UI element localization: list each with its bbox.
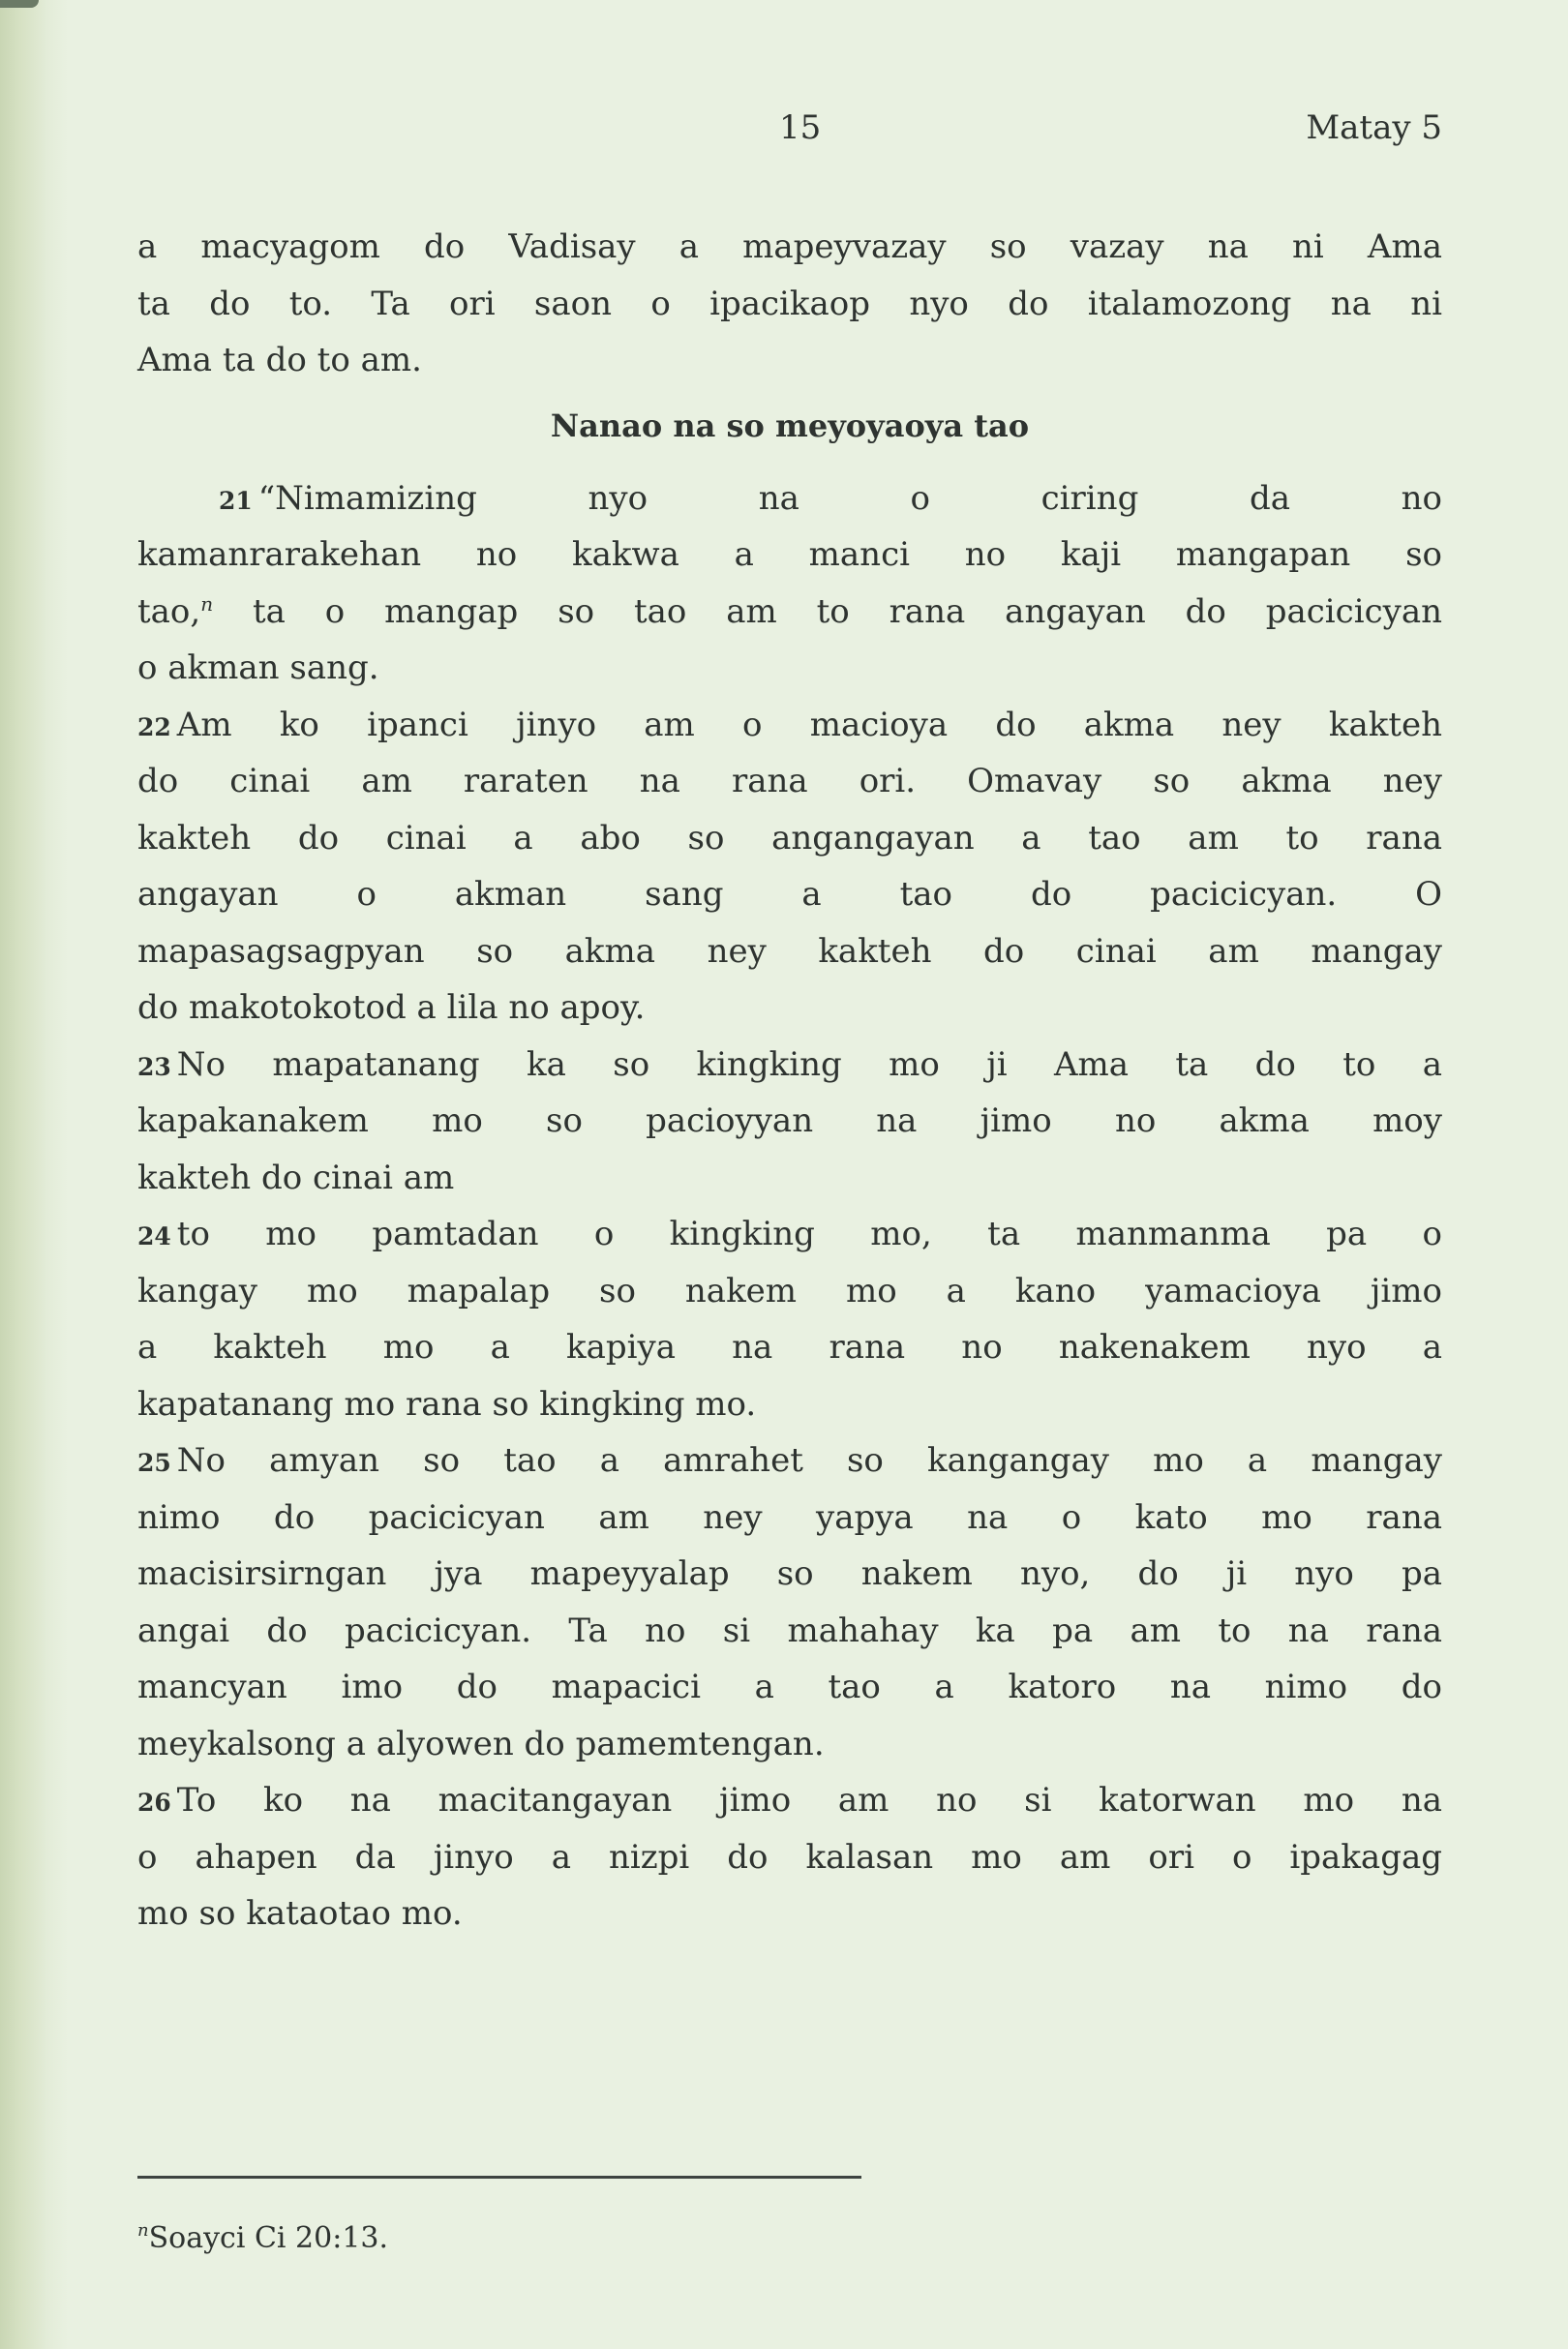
text-line: kapakanakem mo so pacioyyan na jimo no akma moy	[137, 1101, 1442, 1140]
verse-number: 23	[137, 1052, 171, 1081]
verse-23	[137, 1037, 1442, 1094]
text-line: macisirsirngan jya mapeyyalap so nakem nyo, do ji nyo pa	[137, 1554, 1442, 1593]
verse-25	[137, 1432, 1442, 1490]
text-line: kakteh do cinai a abo so angangayan a tao am to rana	[137, 818, 1442, 858]
text-line: Ama ta do to am.	[137, 341, 422, 379]
text-line: do cinai am raraten na rana ori. Omavay so akma ney	[137, 762, 1442, 800]
text-line	[137, 584, 1442, 641]
text-line: kamanrarakehan no kakwa a manci no kaji mangapan so	[137, 535, 1442, 574]
verse-text: No amyan so tao a amrahet so kangangay mo a mangay	[176, 1441, 1442, 1480]
page-header	[137, 108, 1442, 157]
text-line: nimo do pacicicyan am ney yapya na o kato mo rana	[137, 1497, 1442, 1537]
text-block	[137, 219, 1442, 1942]
verse-number: 21	[219, 486, 253, 515]
page-gutter-shadow	[0, 0, 68, 2349]
text-line: mo so kataotao mo.	[137, 1894, 463, 1933]
running-head: Matay 5	[1306, 108, 1442, 147]
verse-22	[137, 697, 1442, 754]
text-line: kapatanang mo rana so kingking mo.	[137, 1384, 757, 1424]
verse-number: 25	[137, 1449, 171, 1477]
text-line: o akman sang.	[137, 648, 379, 687]
footnote-marker: n	[137, 2220, 149, 2241]
verse-text: To ko na macitangayan jimo am no si katorwan mo na	[176, 1781, 1442, 1820]
text-line: a macyagom do Vadisay a mapeyvazay so vazay na ni Ama	[137, 227, 1442, 266]
verse-number: 22	[137, 712, 171, 741]
text-line: a kakteh mo a kapiya na rana no nakenakem nyo a	[137, 1328, 1442, 1367]
page-corner	[0, 0, 39, 8]
text-line: angai do pacicicyan. Ta no si mahahay ka pa am to na rana	[137, 1611, 1442, 1650]
text-line: o ahapen da jinyo a nizpi do kalasan mo am ori o ipakagag	[137, 1837, 1442, 1877]
text-line: kakteh do cinai am	[137, 1158, 455, 1197]
verse-26	[137, 1772, 1442, 1829]
footnote-text: Soayci Ci 20:13.	[148, 2221, 389, 2255]
verse-number: 24	[137, 1222, 171, 1250]
verse-text: “Nimamizing nyo na o ciring da no	[257, 478, 1442, 518]
verse-text: No mapatanang ka so kingking mo ji Ama ta do to a	[176, 1044, 1442, 1084]
page-number: 15	[779, 108, 822, 147]
verse-21	[137, 470, 1442, 527]
verse-24	[137, 1206, 1442, 1263]
text-line: kangay mo mapalap so nakem mo a kano yamacioya jimo	[137, 1271, 1442, 1310]
footnote-divider	[137, 2176, 861, 2179]
text-line: do makotokotod a lila no apoy.	[137, 988, 646, 1027]
section-heading: Nanao na so meyoyaoya tao	[550, 407, 1030, 444]
footnote-marker[interactable]: n	[200, 591, 214, 616]
verse-text: to mo pamtadan o kingking mo, ta manmanma pa o	[176, 1215, 1442, 1253]
verse-number: 26	[137, 1789, 171, 1817]
text-line: angayan o akman sang a tao do pacicicyan. O	[137, 875, 1442, 914]
verse-text: Am ko ipanci jinyo am o macioya do akma ney kakteh	[176, 705, 1442, 744]
footnote	[137, 2221, 388, 2255]
verse-text: tao,	[137, 591, 201, 631]
text-line: meykalsong a alyowen do pamemtengan.	[137, 1724, 825, 1763]
text-line: ta do to. Ta ori saon o ipacikaop nyo do italamozong na ni	[137, 284, 1442, 323]
text-line: mancyan imo do mapacici a tao a katoro na nimo do	[137, 1668, 1442, 1706]
verse-text: ta o mangap so tao am to rana angayan do pacicicyan	[252, 591, 1442, 631]
text-line: mapasagsagpyan so akma ney kakteh do cinai am mangay	[137, 931, 1442, 971]
